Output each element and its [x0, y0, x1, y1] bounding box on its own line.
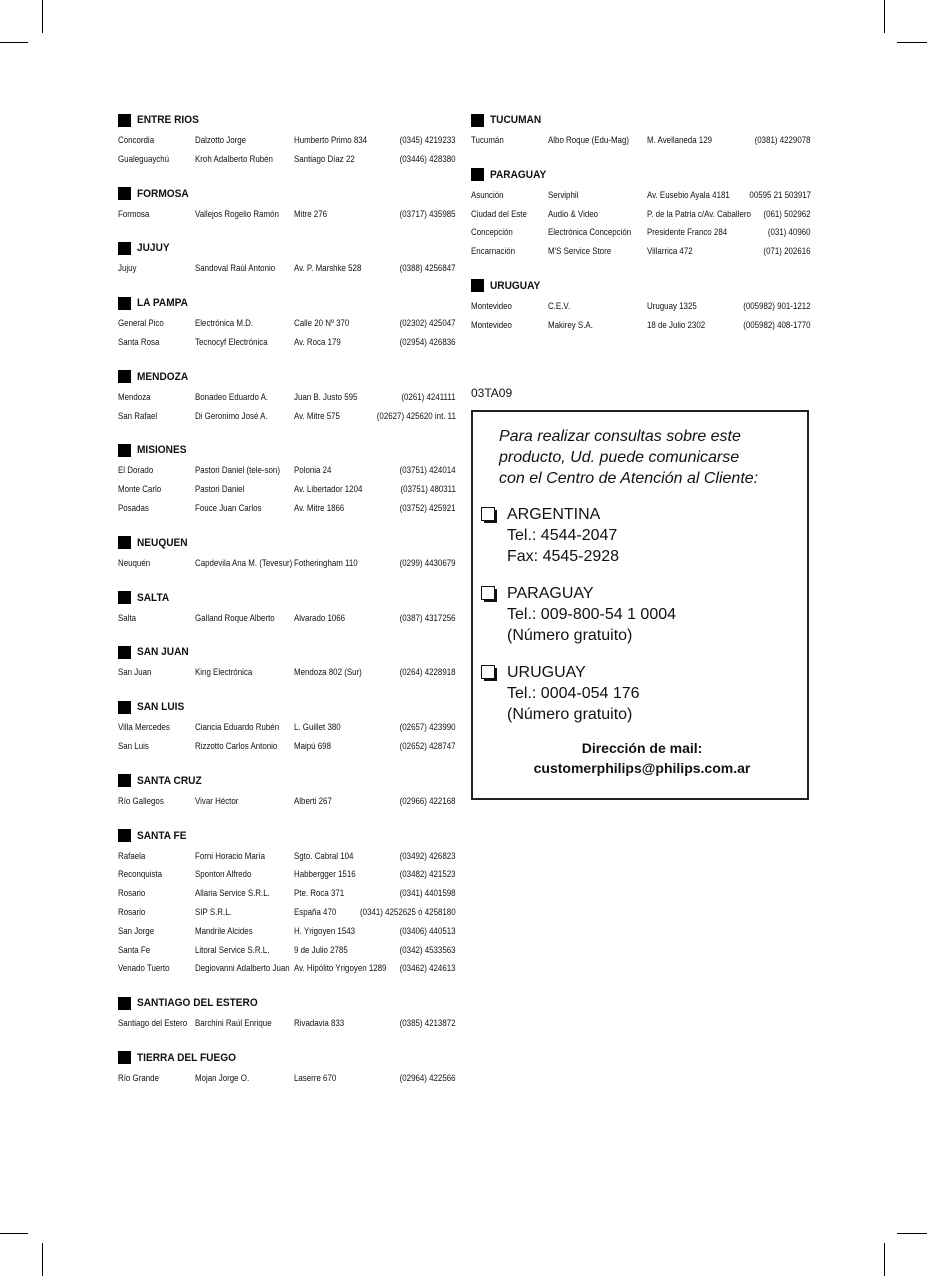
provider-cell: Ciancia Eduardo Rubén: [195, 722, 280, 733]
provider-cell: Sandoval Raúl Antonio: [195, 263, 276, 274]
city-cell: Montevideo: [471, 300, 512, 311]
region-title: PARAGUAY: [490, 168, 547, 181]
service-row: [471, 298, 811, 317]
bullet-square-icon: [118, 829, 131, 842]
service-row: [118, 1015, 460, 1034]
region-section: [118, 535, 460, 574]
city-cell: Río Gallegos: [118, 795, 164, 806]
provider-cell: Audio & Video: [548, 208, 599, 219]
service-row: [118, 408, 460, 427]
region-header: [118, 828, 460, 844]
service-row: [118, 866, 460, 885]
provider-cell: Pastori Daniel: [195, 484, 245, 495]
region-section: [471, 278, 811, 336]
region-title: TUCUMAN: [490, 114, 542, 126]
checkbox-icon: [481, 586, 495, 600]
address-cell: Rivadavia 833: [294, 1018, 345, 1029]
provider-cell: Forni Horacio María: [195, 850, 265, 861]
region-title: MISIONES: [137, 444, 187, 457]
address-cell: Calle 20 Nº 370: [294, 318, 350, 329]
provider-cell: Vivar Héctor: [195, 795, 239, 806]
bullet-square-icon: [118, 444, 131, 457]
bullet-square-icon: [118, 242, 131, 255]
phone-cell: (0387) 4317256: [400, 612, 456, 623]
phone-cell: (0264) 4228918: [400, 667, 456, 678]
bullet-square-icon: [118, 187, 131, 200]
city-cell: Ciudad del Este: [471, 208, 527, 219]
bullet-square-icon: [118, 1051, 131, 1064]
city-cell: Concordia: [118, 135, 155, 145]
provider-cell: Di Geronimo José A.: [195, 410, 268, 421]
city-cell: Rafaela: [118, 850, 146, 861]
service-row: [471, 224, 811, 243]
phone-cell: (0299) 4430679: [400, 557, 456, 568]
phone-cell: (02657) 423990: [400, 722, 456, 733]
region-section: [118, 828, 460, 980]
city-cell: Jujuy: [118, 263, 137, 274]
city-cell: Montevideo: [471, 319, 512, 330]
service-row: [118, 923, 460, 942]
provider-cell: Capdevila Ana M. (Tevesur): [195, 557, 293, 568]
service-row: [471, 317, 811, 336]
phone-cell: (03492) 426823: [400, 850, 456, 861]
phone-cell: (02964) 422566: [400, 1072, 456, 1083]
crop-mark: [0, 42, 28, 43]
region-title: SAN JUAN: [137, 646, 189, 659]
city-cell: Santa Rosa: [118, 336, 160, 347]
country-note: (Número gratuito): [507, 627, 633, 644]
phone-cell: (03406) 440513: [400, 925, 456, 936]
address-cell: España 470: [294, 906, 337, 917]
region-title: TIERRA DEL FUEGO: [137, 1051, 236, 1064]
region-section: [118, 995, 460, 1034]
city-cell: San Rafael: [118, 410, 158, 421]
region-section: [118, 442, 460, 518]
region-title: SALTA: [137, 591, 170, 604]
phone-cell: (03446) 428380: [400, 153, 456, 164]
address-cell: H. Yrigoyen 1543: [294, 925, 356, 936]
service-row: [118, 389, 460, 408]
service-row: [118, 1070, 460, 1089]
address-cell: Uruguay 1325: [647, 300, 697, 311]
provider-cell: Litoral Service S.R.L.: [195, 944, 270, 955]
phone-cell: (02966) 422168: [400, 795, 456, 806]
region-section: [118, 1050, 460, 1089]
provider-cell: C.E.V.: [548, 300, 571, 311]
region-section: [118, 240, 460, 279]
provider-cell: Vallejos Rogelio Ramón: [195, 208, 279, 219]
address-cell: Maipú 698: [294, 740, 331, 751]
phone-cell: (005982) 901-1212: [743, 300, 811, 311]
region-section: [118, 590, 460, 629]
city-cell: Río Grande: [118, 1072, 159, 1083]
city-cell: Santiago del Estero: [118, 1018, 188, 1029]
checkbox-icon: [481, 665, 495, 679]
region-title: NEUQUEN: [137, 536, 188, 549]
contact-intro: [499, 426, 799, 489]
address-cell: Mitre 276: [294, 208, 328, 219]
address-cell: Santiago Díaz 22: [294, 153, 355, 164]
phone-cell: (0388) 4256847: [400, 263, 456, 274]
address-cell: P. de la Patria c/Av. Caballero: [647, 208, 751, 219]
provider-cell: Sponton Alfredo: [195, 869, 252, 880]
provider-cell: SIP S.R.L.: [195, 906, 232, 917]
service-row: [118, 942, 460, 961]
service-directory-right: [471, 112, 811, 336]
phone-cell: (0342) 4533563: [400, 944, 456, 955]
region-title: URUGUAY: [490, 279, 541, 292]
region-title: JUJUY: [137, 242, 170, 255]
phone-cell: (061) 502962: [763, 208, 811, 219]
provider-cell: Tecnocyf Electrónica: [195, 336, 268, 347]
region-title: FORMOSA: [137, 187, 189, 200]
bullet-square-icon: [118, 370, 131, 383]
city-cell: General Pico: [118, 318, 164, 329]
address-cell: Laserre 670: [294, 1072, 337, 1083]
service-row: [118, 960, 460, 979]
region-section: [471, 167, 811, 262]
city-cell: Posadas: [118, 502, 149, 513]
phone-cell: (03751) 424014: [400, 465, 456, 476]
address-cell: Sgto. Cabral 104: [294, 850, 354, 861]
checkbox-icon: [481, 507, 495, 521]
crop-mark: [884, 1243, 885, 1276]
city-cell: Gualeguaychú: [118, 153, 170, 164]
address-cell: Polonia 24: [294, 465, 332, 476]
region-section: [118, 369, 460, 427]
phone-cell: (02652) 428747: [400, 740, 456, 751]
provider-cell: Mandrile Alcides: [195, 925, 253, 936]
address-cell: M. Avellaneda 129: [647, 135, 713, 145]
customer-service-box: [471, 410, 809, 800]
bullet-square-icon: [118, 297, 131, 310]
country-name: ARGENTINA: [507, 506, 601, 523]
region-section: [118, 112, 460, 170]
service-row: [471, 206, 811, 225]
crop-mark: [42, 0, 43, 33]
service-row: [118, 315, 460, 334]
region-title: ENTRE RIOS: [137, 114, 199, 126]
city-cell: Venado Tuerto: [118, 963, 170, 974]
region-title: LA PAMPA: [137, 297, 188, 310]
bullet-square-icon: [471, 168, 484, 181]
region-header: [118, 995, 460, 1011]
city-cell: Salta: [118, 612, 137, 623]
phone-cell: (0385) 4213872: [400, 1018, 456, 1029]
phone-cell: 00595 21 503917: [749, 189, 811, 200]
region-header: [118, 590, 460, 606]
address-cell: 18 de Julio 2302: [647, 319, 706, 330]
service-row: [118, 462, 460, 481]
provider-cell: Rizzotto Carlos Antonio: [195, 740, 278, 751]
city-cell: San Jorge: [118, 925, 155, 936]
service-row: [118, 500, 460, 519]
phone-cell: (03462) 424613: [400, 963, 456, 974]
intro-line: con el Centro de Atención al Cliente:: [499, 470, 759, 487]
bullet-square-icon: [118, 646, 131, 659]
address-cell: Presidente Franco 284: [647, 227, 728, 238]
bullet-square-icon: [118, 701, 131, 714]
region-header: [118, 295, 460, 311]
region-header: [471, 167, 811, 183]
region-header: [118, 442, 460, 458]
city-cell: Mendoza: [118, 391, 151, 402]
address-cell: Av. Libertador 1204: [294, 484, 363, 495]
crop-mark: [42, 1243, 43, 1276]
bullet-square-icon: [118, 997, 131, 1010]
phone-cell: (071) 202616: [763, 246, 811, 257]
region-header: [118, 186, 460, 202]
provider-cell: Dalzotto Jorge: [195, 135, 247, 145]
address-cell: Villarrica 472: [647, 246, 693, 257]
country-phone: Tel.: 4544-2047: [507, 527, 618, 544]
city-cell: Rosario: [118, 906, 146, 917]
country-phone: Tel.: 0004-054 176: [507, 685, 640, 702]
phone-cell: (02627) 425620 int. 11: [376, 410, 456, 421]
intro-line: producto, Ud. puede comunicarse: [499, 449, 740, 466]
service-row: [118, 719, 460, 738]
bullet-square-icon: [118, 114, 131, 127]
region-section: [471, 112, 811, 151]
phone-cell: (02302) 425047: [400, 318, 456, 329]
city-cell: San Juan: [118, 667, 152, 678]
phone-cell: (0381) 4229078: [755, 135, 811, 145]
address-cell: Av. Roca 179: [294, 336, 341, 347]
provider-cell: M'S Service Store: [548, 246, 612, 257]
phone-cell: (03752) 425921: [400, 502, 456, 513]
city-cell: San Luis: [118, 740, 149, 751]
crop-mark: [897, 42, 927, 43]
region-header: [118, 369, 460, 385]
region-header: [118, 1050, 460, 1066]
bullet-square-icon: [471, 279, 484, 292]
service-row: [118, 664, 460, 683]
provider-cell: Serviphil: [548, 189, 579, 200]
service-row: [118, 151, 460, 170]
service-row: [118, 206, 460, 225]
service-row: [118, 885, 460, 904]
service-row: [118, 738, 460, 757]
region-header: [118, 535, 460, 551]
region-title: SANTA FE: [137, 829, 187, 842]
phone-cell: (02954) 426836: [400, 336, 456, 347]
country-phone: Tel.: 009-800-54 1 0004: [507, 606, 677, 623]
phone-cell: (005982) 408-1770: [743, 319, 811, 330]
city-cell: Asunción: [471, 189, 504, 200]
city-cell: Neuquén: [118, 557, 151, 568]
bullet-square-icon: [471, 114, 484, 127]
service-row: [471, 243, 811, 262]
region-header: [118, 644, 460, 660]
region-title: SANTIAGO DEL ESTERO: [137, 997, 258, 1010]
crop-mark: [897, 1233, 927, 1234]
provider-cell: Fouce Juan Carlos: [195, 502, 262, 513]
region-header: [118, 773, 460, 789]
phone-cell: (03751) 480311: [400, 484, 456, 495]
address-cell: Juan B. Justo 595: [294, 391, 358, 402]
provider-cell: Degiovanni Adalberto Juan: [195, 963, 290, 974]
region-header: [471, 112, 811, 128]
crop-mark: [884, 0, 885, 33]
city-cell: Reconquista: [118, 869, 163, 880]
service-row: [118, 334, 460, 353]
address-cell: Av. Mitre 1866: [294, 502, 345, 513]
region-header: [118, 112, 460, 128]
provider-cell: Kroh Adalberto Rubén: [195, 153, 273, 164]
intro-line: Para realizar consultas sobre este: [499, 428, 741, 445]
address-cell: Av. Mitre 575: [294, 410, 340, 421]
region-section: [118, 773, 460, 812]
mail-label: Dirección de mail:: [581, 740, 703, 756]
city-cell: Santa Fe: [118, 944, 151, 955]
bullet-square-icon: [118, 536, 131, 549]
region-header: [118, 240, 460, 256]
provider-cell: Bonadeo Eduardo A.: [195, 391, 269, 402]
address-cell: L. Guillet 380: [294, 722, 341, 733]
service-row: [118, 904, 460, 923]
service-row: [118, 610, 460, 629]
city-cell: Rosario: [118, 888, 146, 899]
country-name: URUGUAY: [507, 664, 586, 681]
crop-mark: [0, 1233, 28, 1234]
service-row: [118, 481, 460, 500]
bullet-square-icon: [118, 591, 131, 604]
region-header: [118, 699, 460, 715]
provider-cell: Albo Roque (Edu-Mag): [548, 135, 630, 145]
address-cell: Av. Hipólito Yrigoyen 1289: [294, 963, 387, 974]
phone-cell: (0345) 4219233: [400, 135, 456, 145]
phone-cell: (0341) 4401598: [400, 888, 456, 899]
phone-cell: (03482) 421523: [400, 869, 456, 880]
country-name: PARAGUAY: [507, 585, 594, 602]
mail-address[interactable]: customerphilips@philips.com.ar: [533, 760, 751, 776]
provider-cell: Barchini Raúl Enrique: [195, 1018, 272, 1029]
provider-cell: Mojan Jorge O.: [195, 1072, 250, 1083]
city-cell: Concepción: [471, 227, 513, 238]
provider-cell: King Electrónica: [195, 667, 253, 678]
service-row: [118, 132, 460, 151]
document-code: 03TA09: [471, 386, 513, 400]
service-row: [471, 187, 811, 206]
country-note: (Número gratuito): [507, 706, 633, 723]
provider-cell: Pastori Daniel (tele-son): [195, 465, 280, 476]
region-title: MENDOZA: [137, 370, 189, 383]
address-cell: Fotheringham 110: [294, 557, 358, 568]
country-fax: Fax: 4545-2928: [507, 548, 620, 565]
address-cell: Habbergger 1516: [294, 869, 356, 880]
address-cell: Humberto Primo 834: [294, 135, 368, 145]
city-cell: Formosa: [118, 208, 150, 219]
address-cell: Pte. Roca 371: [294, 888, 345, 899]
service-directory-left: [118, 112, 460, 1089]
address-cell: 9 de Julio 2785: [294, 944, 348, 955]
region-header: [471, 278, 811, 294]
provider-cell: Makirey S.A.: [548, 319, 593, 330]
phone-cell: (031) 40960: [768, 227, 811, 238]
phone-cell: (03717) 435985: [400, 208, 456, 219]
phone-cell: (0261) 4241111: [401, 391, 456, 402]
address-cell: Mendoza 802 (Sur): [294, 667, 362, 678]
phone-cell: (0341) 4252625 ó 4258180: [360, 906, 456, 917]
bullet-square-icon: [118, 774, 131, 787]
address-cell: Av. P. Marshke 528: [294, 263, 362, 274]
provider-cell: Electrónica Concepción: [548, 227, 632, 238]
service-row: [118, 793, 460, 812]
region-title: SAN LUIS: [137, 701, 185, 714]
address-cell: Alberti 267: [294, 795, 332, 806]
region-section: [118, 699, 460, 757]
city-cell: Villa Mercedes: [118, 722, 170, 733]
city-cell: Monte Carlo: [118, 484, 162, 495]
city-cell: Encarnación: [471, 246, 516, 257]
region-section: [118, 295, 460, 353]
service-row: [118, 260, 460, 279]
city-cell: Tucumán: [471, 135, 504, 145]
region-section: [118, 186, 460, 225]
provider-cell: Electrónica M.D.: [195, 318, 254, 329]
service-row: [118, 555, 460, 574]
provider-cell: Galland Roque Alberto: [195, 612, 275, 623]
region-section: [118, 644, 460, 683]
city-cell: El Dorado: [118, 465, 154, 476]
address-cell: Alvarado 1066: [294, 612, 346, 623]
region-title: SANTA CRUZ: [137, 774, 202, 787]
service-row: [118, 848, 460, 867]
service-row: [471, 132, 811, 151]
address-cell: Av. Eusebio Ayala 4181: [647, 189, 730, 200]
provider-cell: Allaria Service S.R.L.: [195, 888, 270, 899]
